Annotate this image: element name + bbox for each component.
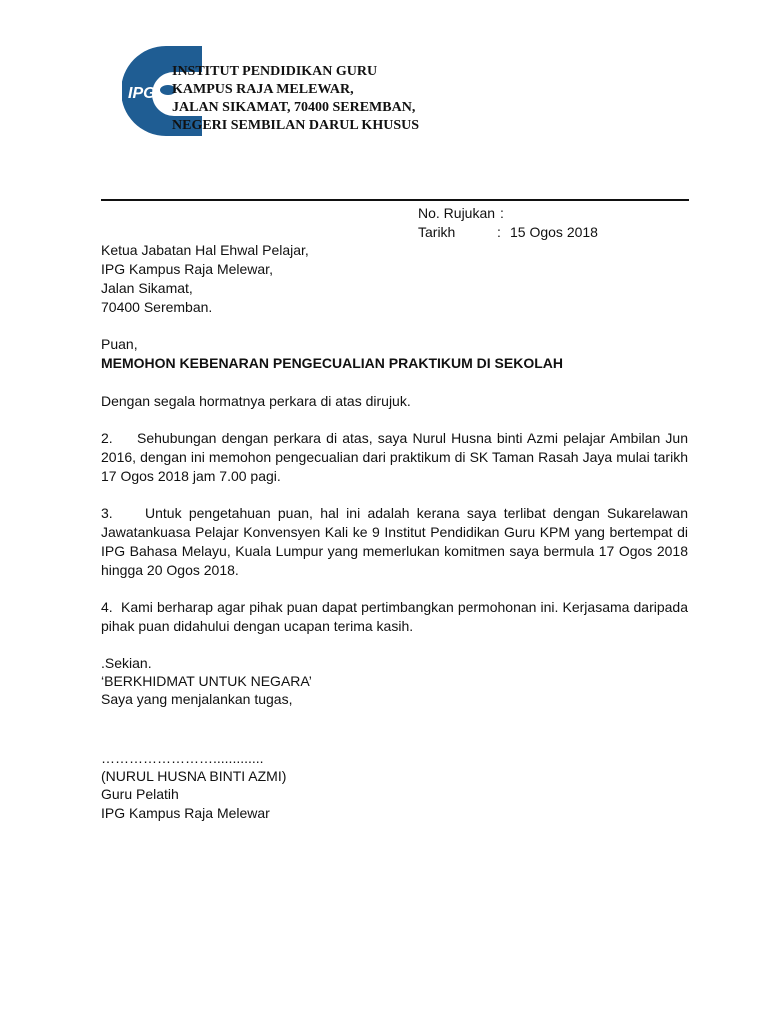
- paragraph-3: [101, 504, 688, 580]
- paragraph-number: 3.: [101, 505, 113, 521]
- paragraph-number: 2.: [101, 430, 113, 446]
- institution-line-2: KAMPUS RAJA MELEWAR,: [172, 82, 354, 97]
- date-separator: :: [497, 224, 501, 240]
- recipient-line-1: Ketua Jabatan Hal Ehwal Pelajar,: [101, 242, 309, 258]
- salutation: Puan,: [101, 336, 138, 352]
- institution-line-4: NEGERI SEMBILAN DARUL KHUSUS: [172, 118, 419, 133]
- institution-line-3: JALAN SIKAMAT, 70400 SEREMBAN,: [172, 100, 416, 115]
- sekian-line: .Sekian.: [101, 655, 152, 671]
- paragraph-number: 4.: [101, 599, 113, 615]
- reference-separator: :: [500, 205, 504, 221]
- reference-label: No. Rujukan: [418, 205, 496, 221]
- subject-line: MEMOHON KEBENARAN PENGECUALIAN PRAKTIKUM DI SEKOLAH: [101, 355, 564, 371]
- date-label: Tarikh: [418, 224, 456, 240]
- signatory-title: Guru Pelatih: [101, 786, 179, 802]
- duty-line: Saya yang menjalankan tugas,: [101, 691, 293, 707]
- paragraph-text: Untuk pengetahuan puan, hal ini adalah kerana saya terlibat dengan Sukarelawan Jawatankuasa Pelajar Konvensyen Kali ke 9 Institut Pendidikan Guru KPM yang bertempat di IPG Bahasa Melayu, Kuala Lumpur yang memerlukan komitmen saya bermula 17 Ogos 2018 hingga 20 Ogos 2018.: [101, 505, 688, 578]
- opening-line: Dengan segala hormatnya perkara di atas dirujuk.: [101, 393, 411, 409]
- header-divider: [101, 199, 689, 201]
- recipient-line-4: 70400 Seremban.: [101, 299, 213, 315]
- recipient-line-2: IPG Kampus Raja Melewar,: [101, 261, 273, 277]
- motto-line: ‘BERKHIDMAT UNTUK NEGARA’: [101, 673, 312, 689]
- paragraph-text: Kami berharap agar pihak puan dapat pertimbangkan permohonan ini. Kerjasama daripada pihak puan didahului dengan ucapan terima kasih.: [101, 599, 688, 634]
- recipient-line-3: Jalan Sikamat,: [101, 280, 193, 296]
- paragraph-2: [101, 429, 688, 486]
- paragraph-text: Sehubungan dengan perkara di atas, saya Nurul Husna binti Azmi pelajar Ambilan Jun 2016, dengan ini memohon pengecualian dari praktikum di SK Taman Rasah Jaya mulai tarikh 17 Ogos 2018 jam 7.00 pagi.: [101, 430, 688, 484]
- date-value: 15 Ogos 2018: [510, 224, 598, 240]
- logo-text: IPG: [128, 85, 156, 102]
- paragraph-4: [101, 598, 688, 636]
- signatory-name: (NURUL HUSNA BINTI AZMI): [101, 768, 287, 784]
- signature-dots: …………………….............: [101, 750, 264, 766]
- institution-line-1: INSTITUT PENDIDIKAN GURU: [172, 64, 378, 79]
- signatory-organization: IPG Kampus Raja Melewar: [101, 805, 270, 821]
